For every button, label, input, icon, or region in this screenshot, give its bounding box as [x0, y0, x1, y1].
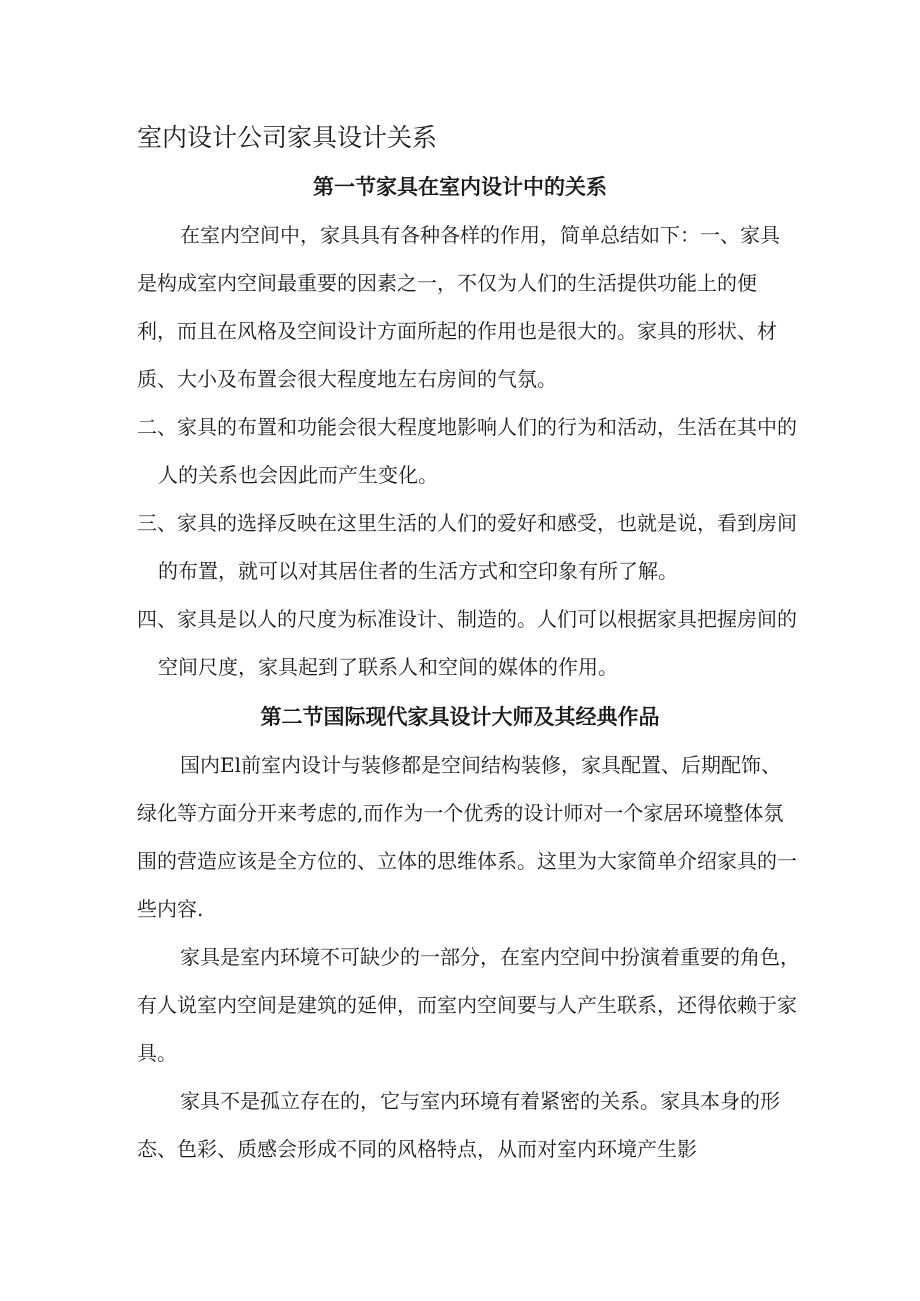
list-item-line: 人的关系也会因此而产生变化。 — [158, 463, 438, 487]
list-item-line: 四、家具是以人的尺度为标准设计、制造的。人们可以根据家具把握房间的 — [137, 607, 797, 631]
paragraph-line: 些内容. — [137, 897, 204, 921]
paragraph-line: 国内El前室内设计与装修都是空间结构装修，家具配置、后期配饰、 — [180, 753, 781, 777]
paragraph-line: 质、大小及布置会很大程度地左右房间的气氛。 — [137, 367, 557, 391]
paragraph-line: 在室内空间中，家具具有各种各样的作用，简单总结如下：一、家具 — [180, 223, 780, 247]
section-1-heading: 第一节家具在室内设计中的关系 — [313, 174, 607, 199]
paragraph-line: 家具是室内环境不可缺少的一部分，在室内空间中扮演着重要的角色， — [180, 945, 800, 969]
paragraph-line: 绿化等方面分开来考虑的,而作为一个优秀的设计师对一个家居环境整体氛 — [137, 801, 784, 825]
document-title: 室内设计公司家具设计关系 — [137, 123, 438, 152]
section-2-heading: 第二节国际现代家具设计大师及其经典作品 — [260, 704, 660, 729]
paragraph-line: 有人说室内空间是建筑的延伸，而室内空间要与人产生联系，还得依赖于家 — [137, 993, 797, 1017]
paragraph-line: 家具不是孤立存在的，它与室内环境有着紧密的关系。家具本身的形 — [180, 1089, 780, 1113]
list-item-line: 空间尺度，家具起到了联系人和空间的媒体的作用。 — [158, 655, 618, 679]
list-item-line: 三、家具的选择反映在这里生活的人们的爱好和感受，也就是说，看到房间 — [137, 511, 797, 535]
paragraph-line: 是构成室内空间最重要的因素之一，不仅为人们的生活提供功能上的便 — [137, 271, 757, 295]
paragraph-line: 利，而且在风格及空间设计方面所起的作用也是很大的。家具的形状、材 — [137, 319, 777, 343]
paragraph-line: 态、色彩、质感会形成不同的风格特点，从而对室内环境产生影 — [137, 1137, 697, 1161]
list-item-line: 二、家具的布置和功能会很大程度地影响人们的行为和活动，生活在其中的 — [137, 415, 797, 439]
paragraph-line: 围的营造应该是全方位的、立体的思维体系。这里为大家简单介绍家具的一 — [137, 849, 797, 873]
list-item-line: 的布置，就可以对其居住者的生活方式和空印象有所了解。 — [158, 559, 678, 583]
paragraph-line: 具。 — [137, 1041, 177, 1065]
